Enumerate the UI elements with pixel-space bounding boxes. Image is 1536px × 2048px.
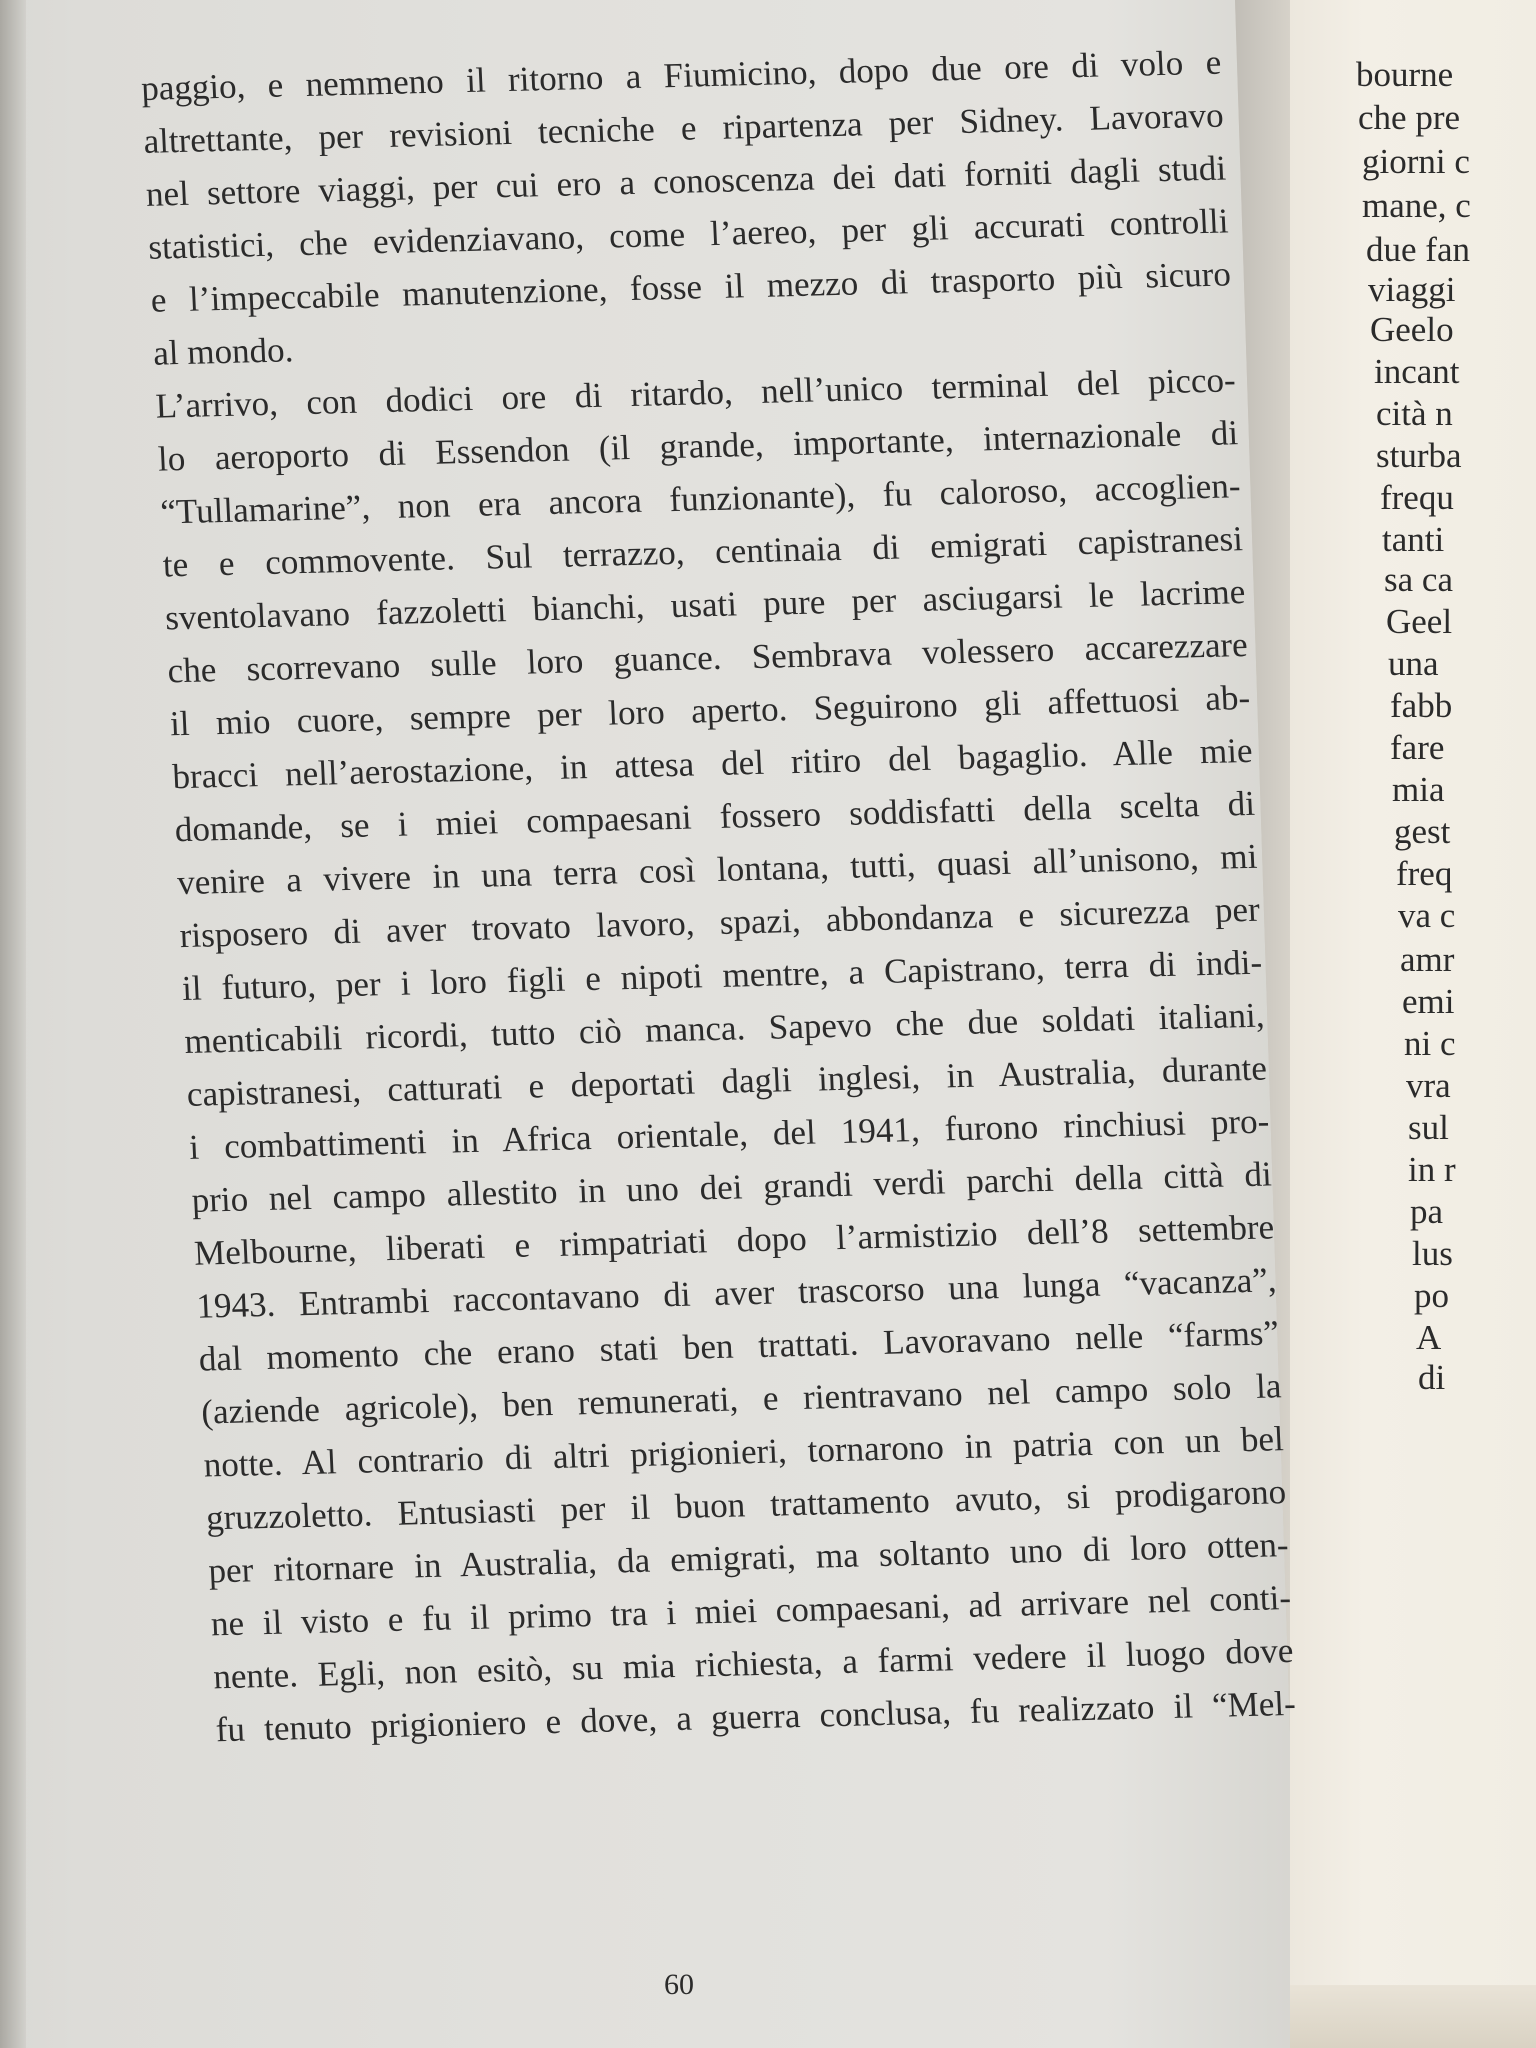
text-line: paggio, e nemmeno il ritorno a Fiumicino, dopo due ore di volo e — [140, 42, 1223, 108]
right-page-fragment: una — [1388, 644, 1439, 683]
right-page-fragment: sa ca — [1384, 560, 1453, 599]
text-line: L’arrivo, con dodici ore di ritardo, nell’unico terminal del picco- — [154, 360, 1237, 426]
right-page-fragment: Geel — [1386, 602, 1453, 641]
text-line: il mio cuore, sempre per loro aperto. Seguirono gli affettuosi ab- — [169, 677, 1251, 744]
right-page — [1290, 0, 1536, 2048]
text-line: i combattimenti in Africa orientale, del 1941, furono rinchiusi pro- — [188, 1101, 1271, 1167]
right-page-fragment: amr — [1400, 940, 1455, 979]
right-page-text — [1290, 0, 1536, 2048]
right-page-fragment: sul — [1408, 1108, 1449, 1147]
right-page-fragment: vra — [1406, 1066, 1451, 1105]
right-page-fragment: emi — [1402, 982, 1455, 1021]
right-page-fragment: po — [1414, 1276, 1449, 1315]
right-page-fragment: ni c — [1404, 1024, 1456, 1063]
right-page-fragment: gest — [1394, 812, 1451, 851]
right-page-fragment: sturba — [1376, 436, 1462, 475]
right-page-fragment: pa — [1410, 1192, 1444, 1231]
text-line: al mondo. — [152, 330, 295, 373]
text-line: e l’impeccabile manutenzione, fosse il mezzo di trasporto più sicuro — [149, 254, 1232, 320]
text-line: fu tenuto prigioniero e dove, a guerra conclusa, fu realizzato il “Mel- — [214, 1683, 1297, 1750]
text-line: gruzzoletto. Entusiasti per il buon trattamento avuto, si prodigarono — [205, 1472, 1287, 1538]
right-page-fragment: A — [1416, 1318, 1442, 1357]
right-page-fragment: giorni c — [1362, 142, 1470, 181]
right-page-fragment: di — [1418, 1358, 1446, 1397]
text-line: bracci nell’aerostazione, in attesa del ritiro del bagaglio. Alle mie — [171, 730, 1254, 797]
right-page-fragment: tanti — [1382, 520, 1445, 559]
text-line: (aziende agricole), ben remunerati, e rientravano nel campo solo la — [200, 1366, 1283, 1432]
text-line: domande, se i miei compaesani fossero soddisfatti della scelta di — [173, 783, 1256, 850]
right-page-fragment: due fan — [1366, 230, 1470, 269]
text-line: prio nel campo allestito in uno dei grandi verdi parchi della città di — [190, 1154, 1273, 1220]
page-shadow — [0, 0, 26, 2048]
text-line: “Tullamarine”, non era ancora funzionante), fu caloroso, accoglien- — [159, 466, 1242, 532]
right-page-fragment: Geelo — [1370, 310, 1454, 349]
text-line: statistici, che evidenziavano, come l’aereo, per gli accurati controlli — [147, 201, 1230, 267]
page-edge — [1290, 1985, 1536, 2048]
right-page-fragment: freq — [1396, 854, 1453, 893]
text-line: venire a vivere in una terra così lontana, tutti, quasi all’unisono, mi — [176, 836, 1259, 903]
text-line: 1943. Entrambi raccontavano di aver trascorso una lunga “vacanza”, — [195, 1260, 1278, 1326]
text-line: risposero di aver trovato lavoro, spazi, abbondanza e sicurezza per — [178, 889, 1261, 956]
text-line: il futuro, per i loro figli e nipoti mentre, a Capistrano, terra di indi- — [181, 942, 1263, 1009]
text-line: che scorrevano sulle loro guance. Sembrava volessero accarezzare — [166, 625, 1249, 691]
right-page-fragment: fabb — [1390, 686, 1453, 725]
text-line: menticabili ricordi, tutto ciò manca. Sapevo che due soldati italiani, — [183, 995, 1266, 1061]
right-page-fragment: mane, c — [1362, 186, 1471, 225]
text-line: per ritornare in Australia, da emigrati, ma soltanto uno di loro otten- — [207, 1525, 1290, 1591]
text-line: nente. Egli, non esitò, su mia richiesta, a farmi vedere il luogo dove — [212, 1630, 1295, 1697]
text-line: lo aeroporto di Essendon (il grande, importante, internazionale di — [157, 413, 1239, 479]
right-page-fragment: bourne — [1356, 55, 1454, 94]
text-line: sventolavano fazzoletti bianchi, usati pure per asciugarsi le lacrime — [164, 572, 1247, 638]
text-line: ne il visto e fu il primo tra i miei compaesani, ad arrivare nel conti- — [210, 1578, 1292, 1644]
right-page-fragment: in r — [1408, 1150, 1456, 1189]
right-page-fragment: fare — [1390, 728, 1445, 767]
right-page-fragment: mia — [1392, 770, 1445, 809]
right-page-fragment: va c — [1398, 896, 1456, 935]
text-line: notte. Al contrario di altri prigionieri, tornarono in patria con un bel — [202, 1419, 1285, 1485]
text-line: te e commovente. Sul terrazzo, centinaia di emigrati capistranesi — [161, 519, 1244, 585]
right-page-fragment: che pre — [1358, 98, 1461, 137]
right-page-fragment: cità n — [1376, 394, 1453, 433]
text-line: capistranesi, catturati e deportati dagli inglesi, in Australia, durante — [185, 1048, 1268, 1114]
right-page-fragment: viaggi — [1368, 270, 1456, 309]
left-page-body-text — [140, 36, 1297, 1757]
page-number: 60 — [664, 1968, 694, 2001]
right-page-fragment: frequ — [1380, 478, 1454, 517]
right-page-fragment: incant — [1374, 352, 1460, 391]
text-line: dal momento che erano stati ben trattati. Lavoravano nelle “farms” — [198, 1313, 1280, 1379]
text-line: altrettante, per revisioni tecniche e ripartenza per Sidney. Lavoravo — [142, 95, 1225, 161]
text-line: Melbourne, liberati e rimpatriati dopo l’armistizio dell’8 settembre — [193, 1207, 1275, 1273]
text-line: nel settore viaggi, per cui ero a conoscenza dei dati forniti dagli studi — [145, 148, 1227, 214]
right-page-fragment: lus — [1412, 1234, 1453, 1273]
